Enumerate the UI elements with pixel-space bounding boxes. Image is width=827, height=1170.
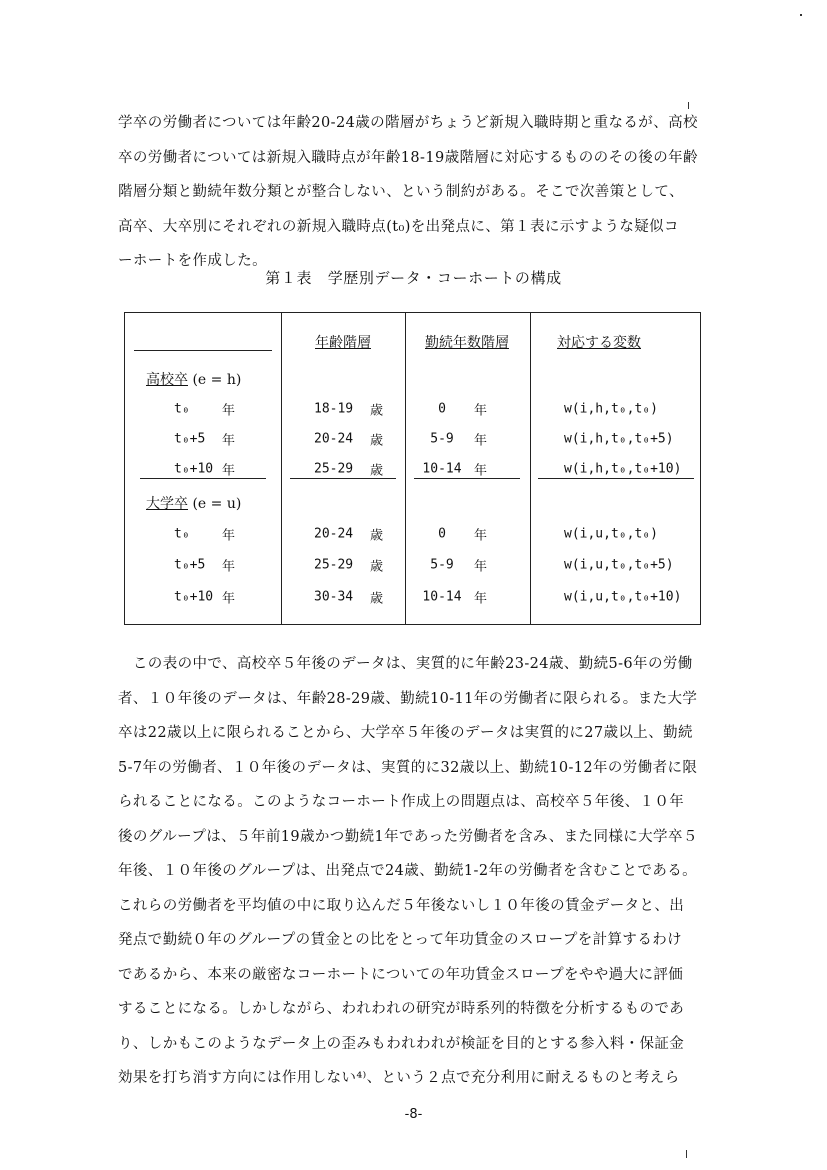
scan-speck	[800, 14, 802, 16]
row-time-unit: 年	[222, 591, 236, 607]
text-line: これらの労働者を平均値の中に取り込んだ５年後ないし１０年後の賃金データと、出	[118, 897, 685, 914]
row-variable: w(i,u,t₀,t₀+5)	[564, 557, 674, 573]
row-age-unit: 歳	[370, 433, 384, 449]
row-tenure: 0	[438, 401, 446, 417]
row-time: t₀	[174, 401, 190, 417]
row-age-unit: 歳	[370, 403, 384, 419]
text-line: 効果を打ち消す方向には作用しない⁴⁾、という２点で充分利用に耐えるものと考えら	[118, 1070, 680, 1086]
row-age: 18-19	[314, 401, 354, 417]
page-number: -8-	[404, 1107, 423, 1122]
table-bottom-rule	[124, 624, 701, 625]
row-time: t₀+5	[174, 557, 206, 573]
row-age-unit: 歳	[370, 591, 384, 607]
text-line: ーホートを作成した。	[118, 253, 267, 269]
row-variable: w(i,u,t₀,t₀)	[564, 526, 658, 542]
row-tenure-unit: 年	[474, 433, 488, 449]
row-tenure: 0	[438, 526, 446, 542]
column-divider	[405, 312, 406, 625]
text-line: 5-7年の労働者、１０年後のデータは、実質的に32歳以上、勤続10-12年の労働者に限	[118, 759, 698, 776]
discussion-paragraph	[118, 647, 718, 1096]
row-tenure-unit: 年	[474, 403, 488, 419]
row-variable: w(i,h,t₀,t₀)	[564, 401, 658, 417]
group-rule	[414, 478, 520, 479]
row-variable: w(i,u,t₀,t₀+10)	[564, 589, 682, 605]
row-age: 20-24	[314, 431, 354, 447]
scan-speck	[686, 1150, 687, 1158]
text-line: 後のグループは、５年前19歳かつ勤続1年であった労働者を含み、また同様に大学卒５	[118, 828, 698, 845]
group-label-highschool: 高校卒 (e = h)	[146, 372, 242, 388]
table-top-rule	[124, 312, 701, 313]
row-tenure: 5-9	[430, 431, 454, 447]
row-time: t₀+5	[174, 431, 206, 447]
text-line: 階層分類と勤続年数分類とが整合しない、という制約がある。そこで次善策として、	[118, 184, 684, 200]
row-tenure-unit: 年	[474, 528, 488, 544]
table-border-right	[700, 312, 701, 625]
text-line: 年後、１０年後のグループは、出発点で24歳、勤続1-2年の労働者を含むことである。	[118, 863, 698, 879]
row-tenure: 10-14	[422, 461, 462, 477]
row-age-unit: 歳	[370, 463, 384, 479]
row-tenure-unit: 年	[474, 559, 488, 575]
text-line: り、しかもこのようなデータ上の歪みもわれわれが検証を目的とする参入料・保証金	[118, 1035, 685, 1052]
row-tenure: 10-14	[422, 589, 462, 605]
row-age: 30-34	[314, 589, 354, 605]
group-rule	[140, 478, 266, 479]
text-line: 学卒の労働者については年齢20-24歳の階層がちょうど新規入職時期と重なるが、高校	[118, 115, 698, 131]
text-line: することになる。しかしながら、われわれの研究が時系列的特徴を分析するものであ	[118, 1001, 685, 1017]
row-tenure: 5-9	[430, 557, 454, 573]
row-time: t₀+10	[174, 461, 214, 477]
row-time-unit: 年	[222, 433, 236, 449]
row-time: t₀	[174, 526, 190, 542]
column-divider	[530, 312, 531, 625]
row-age: 25-29	[314, 557, 354, 573]
group-label-university: 大学卒 (e = u)	[146, 496, 242, 512]
row-age-unit: 歳	[370, 559, 384, 575]
text-line: 卒の労働者については新規入職時点が年齢18-19歳階層に対応するもののその後の年齢	[118, 149, 698, 166]
row-age-unit: 歳	[370, 528, 384, 544]
table-caption: 第１表 学歴別データ・コーホートの構成	[265, 269, 562, 287]
header-variable: 対応する変数	[557, 335, 641, 351]
text-line: られることになる。このようなコーホート作成上の問題点は、高校卒５年後、１０年	[118, 794, 685, 810]
cohort-table	[124, 312, 701, 625]
column-divider	[281, 312, 282, 625]
row-tenure-unit: 年	[474, 463, 488, 479]
text-line: 者、１０年後のデータは、年齢28-29歳、勤続10-11年の労働者に限られる。また大学	[118, 690, 698, 707]
row-time-unit: 年	[222, 403, 236, 419]
text-line: 発点で勤続０年のグループの賃金との比をとって年功賃金のスロープを計算するわけ	[118, 932, 683, 948]
row-tenure-unit: 年	[474, 591, 488, 607]
group-rule	[538, 478, 694, 479]
text-line: この表の中で、高校卒５年後のデータは、実質的に年齢23-24歳、勤続5-6年の労働	[118, 656, 693, 672]
row-time-unit: 年	[222, 559, 236, 575]
row-time-unit: 年	[222, 463, 236, 479]
row-time: t₀+10	[174, 589, 214, 605]
header-rule	[134, 350, 272, 351]
text-line: 卒は22歳以上に限られることから、大学卒５年後のデータは実質的に27歳以上、勤続	[118, 725, 693, 741]
header-tenure: 勤続年数階層	[425, 335, 509, 351]
header-age: 年齢階層	[315, 335, 371, 351]
intro-paragraph	[118, 106, 718, 279]
text-line: であるから、本来の厳密なコーホートについての年功賃金スロープをやや過大に評価	[118, 966, 684, 983]
row-variable: w(i,h,t₀,t₀+10)	[564, 461, 682, 477]
row-age: 20-24	[314, 526, 354, 542]
row-age: 25-29	[314, 461, 354, 477]
row-variable: w(i,h,t₀,t₀+5)	[564, 431, 674, 447]
text-line: 高卒、大卒別にそれぞれの新規入職時点(t₀)を出発点に、第１表に示すような疑似コ	[118, 218, 679, 235]
table-border-left	[124, 312, 125, 625]
row-time-unit: 年	[222, 528, 236, 544]
scan-speck	[688, 102, 689, 109]
